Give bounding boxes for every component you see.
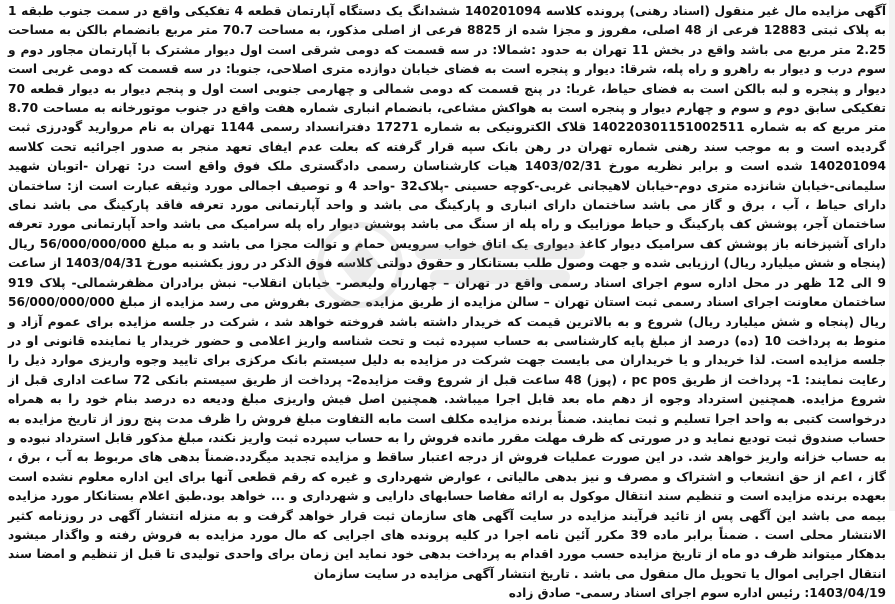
notice-signature-line: 1403/04/19: رئیس اداره سوم اجرای اسناد رسمی- صادق زاده [508, 586, 886, 601]
auction-notice-document [8, 2, 887, 601]
vertical-scrollbar[interactable] [889, 0, 895, 511]
notice-body-text: آگهی مزایده مال غیر منقول (اسناد رهنی) پرونده کلاسه 140201094 ششدانگ یک دستگاه آپارتمان قطعه 4 تفکیکی واقع در سمت جنوب طبقه 1 به پلاک ثبتی 12883 فرعی از 48 اصلی، مفروز و مجزا شده از 8825 فرعی از اصلی مذکور، به مساحت 70.7 متر مربع بانضمام بالکن به مساحت 2.25 متر مربع می باشد واقع در بخش 11 تهران به حدود :شمالا: در سه قسمت که دومی شرقی است اول دیوار مشترک با آپارتمان مجاور دوم و سوم درب و دیوار به راهرو و راه پله، شرقا: دیوار و پنجره است به فضای خیابان دوازده متری اصلاحی، جنوبا: در سه قسمت که دومی غربی است دیوار و پنجره و لبه بالکن است به فضای حیاط، غربا: در پنج قسمت که دومی شمالی و چهارمی جنوبی است اول و پنجم دیوار به دیوار قطعه 70 تفکیکی سابق دوم و سوم و چهارم دیوار و پنجره است به هواکش مشاعی، بانضمام انباری شماره هفت واقع در جنوب موتورخانه به مساحت 8.70 متر مربع که به شماره 140220301151002511 قلاک الکترونیکی به شماره 17271 دفترانسداد رسمی 1144 تهران به نام مروارید گودرزی ثبت گردیده است و به موجب سند رهنی شماره تهران در رهن بانک سپه قرار گرفته که بعلت عدم ایفای تعهد منجر به صدور اجرائیه تحت کلاسه 140201094 شده است و برابر نظریه مورخ 1403/02/31 هیات کارشناسان رسمی دادگستری ملک فوق واقع است در: تهران -اتوبان شهید سلیمانی-خیابان شانزده متری دوم-خیابان لاهیجانی غربی-کوچه حسینی -پلاک32 -واحد 4 و توصیف اجمالی مورد وثیقه عبارت است از: ساختمان دارای حیاط ، آب ، برق و گاز می باشد ساختمان دارای انباری و پارکینگ می باشد و واحد آپارتمانی مورد تعرفه فاقد پارکینگ می باشد نمای ساختمان آجر، پوشش کف پارکینگ و حیاط موزاییک و راه پله از سنگ می باشد پوشش دیوار راه پله سرامیک می باشد واحد آپارتمانی مورد تعرفه دارای آشپزخانه باز پوشش کف سرامیک دیوار کاغذ دیواری یک اتاق خواب سرویس حمام و توالت مجزا می باشد و به مبلغ 56/000/000/000 ریال (پنجاه و شش میلیارد ریال) ارزیابی شده و جهت وصول طلب بستانکار و حقوق دولتی کلاسه فوق الذکر در روز یکشنبه مورخ 1403/04/31 از ساعت 9 الی 12 ظهر در محل اداره سوم اجرای اسناد رسمی واقع در تهران – چهارراه ولیعصر- خیابان انقلاب- نبش برادران مظفرشمالی- پلاک 919 ساختمان معاونت اجرای اسناد رسمی ثبت استان تهران – سالن مزایده از طریق مزایده حضوری بفروش می رسد مزایده از مبلغ 56/000/000/000 ریال (پنجاه و شش میلیارد ریال) شروع و به بالاترین قیمت که خریدار داشته باشد فروخته خواهد شد ، شرکت در جلسه مزایده برای عموم آزاد و منوط به پرداخت 10 (ده) درصد از مبلغ پایه کارشناسی به حساب سپرده ثبت و تحت شناسه واریز اعلامی و حضور خریدار یا نماینده قانونی او در جلسه مزایده است. لذا خریدار و یا خریداران می بایست جهت شرکت در مزایده به دلیل سیستم بانک مرکزی برای تایید وجوه واریزی موارد ذیل را رعایت نمایند: 1- پرداخت از طریق pc pos ، (پوز) 48 ساعت قبل از شروع وقت مزایده2- پرداخت از طریق سیستم بانکی 72 ساعت اداری قبل از شروع مزایده. همچنین استرداد وجوه از دهم ماه بعد قابل اجرا میباشد. همچنین اصل فیش واریزی مبلغ ودیعه ده درصد بنام خود را به همراه درخواست کتبی به واحد اجرا تسلیم و ثبت نمایند. ضمناً برنده مزایده مکلف است مابه التفاوت مبلغ فروش را ظرف مدت پنج روز از تاریخ مزایده به حساب صندوق ثبت تودیع نماید و در صورتی که ظرف مهلت مقرر مانده فروش را به حساب سپرده ثبت واریز نکند، مبلغ مذکور قابل استرداد نبوده و به حساب خزانه واریز خواهد شد. در این صورت عملیات فروش از درجه اعتبار ساقط و مزایده تجدید میگردد.ضمناً بدهی های مربوط به آب ، برق ، گاز ، اعم از حق انشعاب و اشتراک و مصرف و نیز بدهی مالیاتی ، عوارض شهرداری و غیره که رقم قطعی آنها برای این اداره معلوم نشده است بعهده برنده مزایده است و تنظیم سند انتقال موکول به ارائه مفاصا حسابهای دارایی و شهرداری و ... خواهد بود.طبق اعلام بستانکار مورد مزایده بیمه می باشد این آگهی پس از تائید فرآیند مزایده در سایت آگهی های سازمان ثبت قرار خواهد گرفت و به منزله انتشار آگهی در روزنامه کثیر الانتشار محلی است . ضمناً برابر ماده 39 مکرر آئین نامه اجرا در کلیه پرونده های اجرایی که مال مورد مزایده به فروش رفته و واگذار میشود بدهکار میتواند ظرف دو ماه از تاریخ مزایده حسب مورد اقدام به پرداخت بدهی خود نماید این زمان برای واحدی تولیدی تا قبل از تنظیم و امضا سند انتقال اجرایی اموال یا تحویل مال منقول می باشد . تاریخ انتشار آگهی مزایده در سایت سازمان [8, 4, 887, 581]
